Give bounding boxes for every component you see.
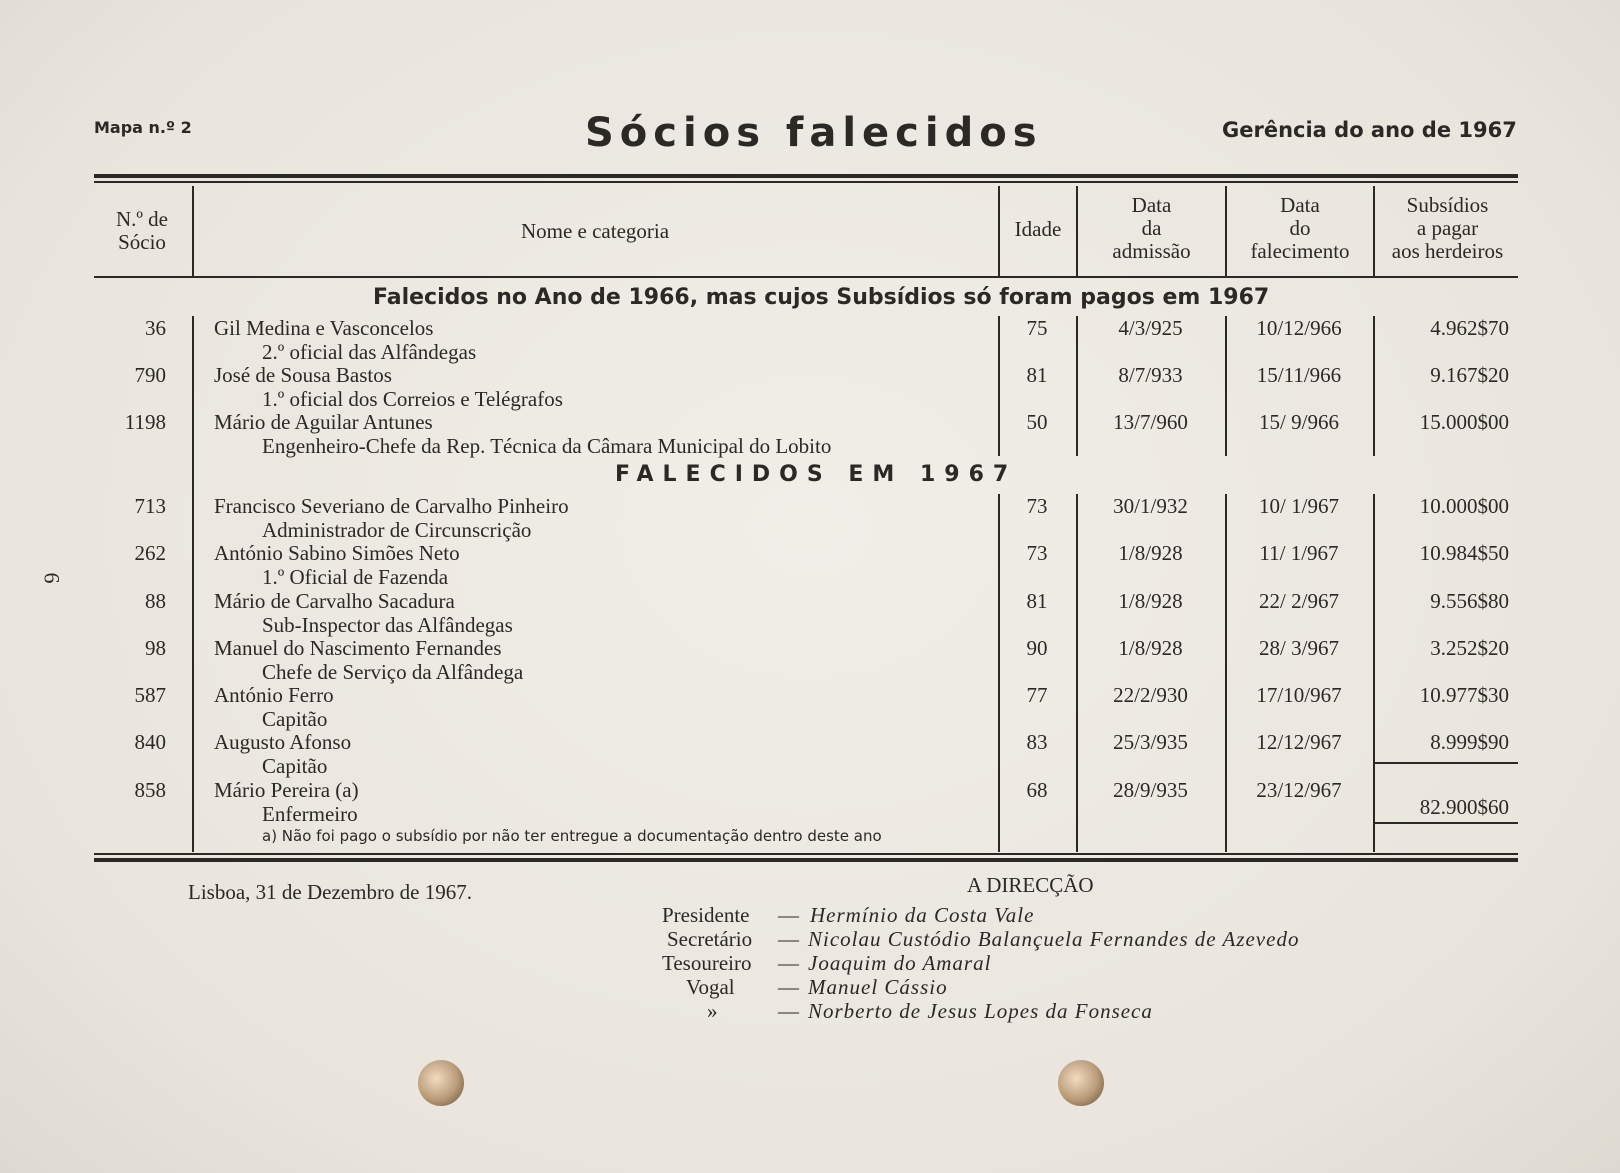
page-number: 6 — [39, 572, 65, 584]
bottom-rule — [94, 858, 1518, 862]
column-header-idade: Idade — [1014, 217, 1062, 241]
place-and-date: Lisboa, 31 de Dezembro de 1967. — [188, 880, 473, 904]
top-rule-thin — [94, 181, 1518, 183]
subtotal-rule — [1375, 762, 1518, 764]
page-title: Sócios falecidos — [585, 110, 1043, 156]
column-header-admissao: Data da admissão — [1112, 193, 1191, 263]
column-header-socio: N.º de Sócio — [116, 207, 168, 254]
document-page: Mapa n.º 2 Sócios falecidos Gerência do ano de 1967 N.º de Sócio Nome e categoria Idade Data da admissão Data do falecimento Subsídios a pagar aos herdeiros Falecidos no Ano de 1966, mas cujos Subsídios só foram pagos em 1967 36 Gil Medina e Vasconcelos 2.º oficial das Alfândegas 75 4/3/925 10/12/966 4.962$70 790 José de Sousa Bastos 1.º oficial dos Correios e Telégrafos 81 8/7/933 15/11/966 9.167$20 1198 Mário de Aguilar Antunes Engenheiro-Chefe da Rep. Técnica da Câmara Municipal do Lobito 50 13/7/960 15/ 9/966 15.000$00 FALECIDOS EM 1967 713 Francisco Severiano de Carvalho Pinheiro Administrador de Circunscrição 73 30/1/932 10/ 1/967 10.000$00 262 António Sabino Simões Neto 1.º Oficial de Fazenda 73 1/8/928 11/ 1/967 10.984$50 88 Mário de Carvalho Sacadura Sub-Inspector das Alfândegas 81 1/8/928 22/ 2/967 9.556$80 98 Manuel do Nascimento Fernandes Chefe de Serviço da Alfândega 90 1/8/928 28/ 3/967 3.252$20 587 António Ferro Capitão 77 22/2/930 17/10/967 10.977$30 840 Augusto Afonso Capitão 83 25/3/935 12/12/967 8.999$90 858 Mário Pereira (a) Enfermeiro 68 28/9/935 23/12/967 82.900$60 a) Não foi pago o subsídio por não ter entregue a documentação dentro deste ano Lisboa, 31 de Dezembro de 1967. A DIRECÇÃO Presidente — Hermínio da Costa Vale Secretário — Nicolau Custódio Balançuela Fernandes de Azevedo Tesoureiro — Joaquim do Amaral Vogal — Manuel Cássio » — Norberto de Jesus Lopes da Fonseca 6 — [0, 0, 1620, 1173]
header-bottom-rule — [94, 276, 1518, 278]
map-number: Mapa n.º 2 — [94, 118, 192, 137]
total-rule — [1375, 822, 1518, 824]
column-header-nome: Nome e categoria — [520, 219, 670, 243]
footnote: a) Não foi pago o subsídio por não ter entregue a documentação dentro deste ano — [262, 827, 882, 845]
column-header-subsidios: Subsídios a pagar aos herdeiros — [1391, 193, 1504, 263]
bottom-rule-thin — [94, 853, 1518, 855]
direction-heading: A DIRECÇÃO — [967, 873, 1094, 897]
section-title-1966: Falecidos no Ano de 1966, mas cujos Subsídios só foram pagos em 1967 — [373, 285, 1270, 310]
grand-total: 82.900$60 — [1419, 795, 1509, 819]
top-rule — [94, 174, 1518, 178]
binder-hole — [418, 1060, 464, 1106]
binder-hole — [1058, 1060, 1104, 1106]
section-title-1967: FALECIDOS EM 1967 — [615, 462, 1018, 487]
management-year: Gerência do ano de 1967 — [1222, 118, 1517, 142]
column-header-falecimento: Data do falecimento — [1250, 193, 1350, 263]
column-divider — [192, 316, 194, 852]
